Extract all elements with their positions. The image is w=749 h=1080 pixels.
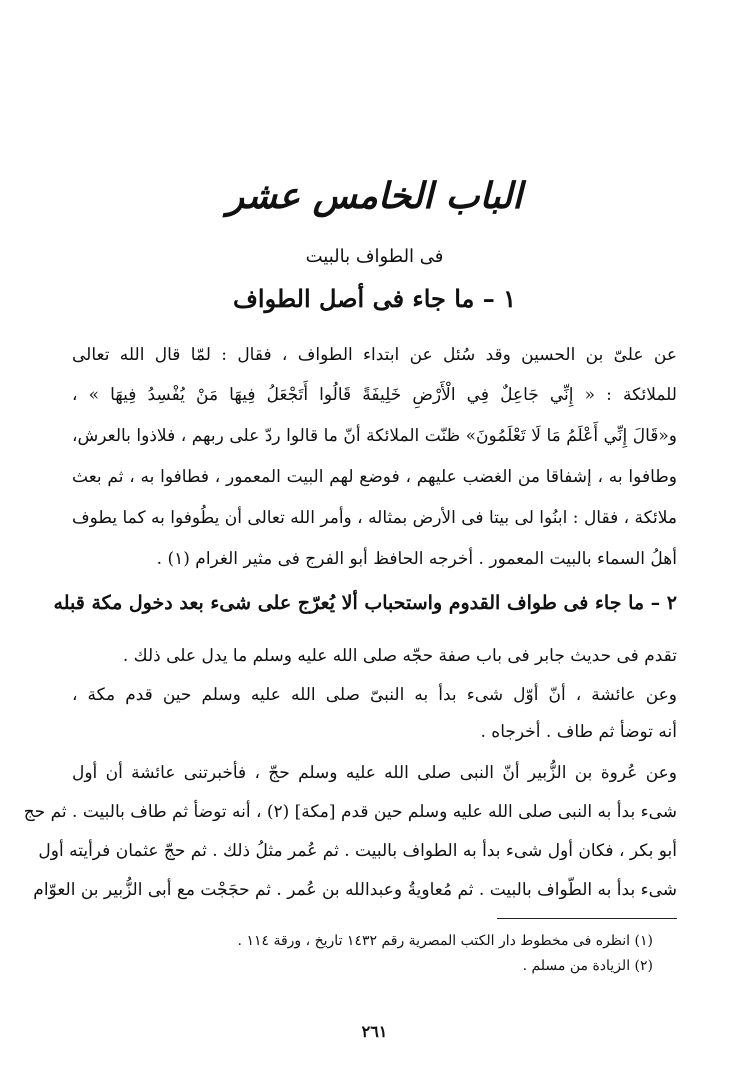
- paragraph-line: ملائكة ، فقال : ابنُوا لى بيتا فى الأرض بمثاله ، وأمر الله تعالى أن يطُوفوا به كما يطوف: [72, 508, 677, 528]
- paragraph-line: أنه توضأ ثم طاف . أخرجاه .: [480, 722, 677, 742]
- paragraph-line: أبو بكر ، فكان أول شىء بدأ به الطواف بالبيت . ثم عُمر مثلُ ذلك . ثم حجّ عثمان فرأيته أول: [38, 841, 677, 861]
- page-number: ٢٦١: [361, 1022, 388, 1041]
- paragraph-line: وعن عُروة بن الزُّبير أنّ النبى صلى الله عليه وسلم حجّ ، فأخبرتنى عائشة أن أول: [72, 763, 677, 783]
- paragraph-line: وطافوا به ، إشفاقا من الغضب عليهم ، فوضع لهم البيت المعمور ، فطافوا به ، ثم بعث: [72, 467, 677, 487]
- paragraph-line: شىء بدأ به النبى صلى الله عليه وسلم حين قدم [مكة] (٢) ، أنه توضأ ثم طاف بالبيت . ثم حج: [23, 802, 677, 822]
- paragraph-line: و«قَالَ إِنِّي أَعْلَمُ مَا لَا تَعْلَمُونَ» ظنّت الملائكة أنّ ما قالوا ردّ على ربهم ، فلاذوا بالعرش،: [72, 426, 677, 446]
- footnote: (١) انظره فى مخطوط دار الكتب المصرية رقم ١٤٣٢ تاريخ ، ورقة ١١٤ .: [237, 933, 653, 949]
- paragraph-line: أهلُ السماء بالبيت المعمور . أخرجه الحافظ أبو الفرج فى مثير الغرام (١) .: [156, 549, 677, 569]
- footnote: (٢) الزيادة من مسلم .: [522, 958, 653, 974]
- paragraph-line: شىء بدأ به الطّواف بالبيت . ثم مُعاويةُ وعبدالله بن عُمر . ثم حجَجْت مع أبى الزُّبير بن العوّام: [33, 880, 677, 900]
- paragraph-line: وعن عائشة ، أنّ أوّل شىء بدأ به النبىّ صلى الله عليه وسلم حين قدم مكة ،: [72, 685, 677, 705]
- section-2-heading: ٢ – ما جاء فى طواف القدوم واستحباب ألا يُعرّج على شىء بعد دخول مكة قبله: [53, 592, 677, 614]
- footnote-divider: [497, 918, 677, 919]
- chapter-title: الباب الخامس عشر: [226, 175, 523, 217]
- section-1-heading: ١ – ما جاء فى أصل الطواف: [233, 284, 516, 313]
- paragraph-line: للملائكة : « إِنِّي جَاعِلٌ فِي الْأَرْضِ خَلِيفَةً قَالُوا أَتَجْعَلُ فِيهَا مَنْ يُفْسِدُ فِيهَا » ،: [72, 385, 677, 405]
- paragraph-line: تقدم فى حديث جابر فى باب صفة حجّه صلى الله عليه وسلم ما يدل على ذلك .: [122, 646, 677, 666]
- paragraph-line: عن علىّ بن الحسين وقد سُئل عن ابتداء الطواف ، فقال : لمّا قال الله تعالى: [72, 345, 677, 365]
- chapter-subtitle: فى الطواف بالبيت: [305, 246, 444, 267]
